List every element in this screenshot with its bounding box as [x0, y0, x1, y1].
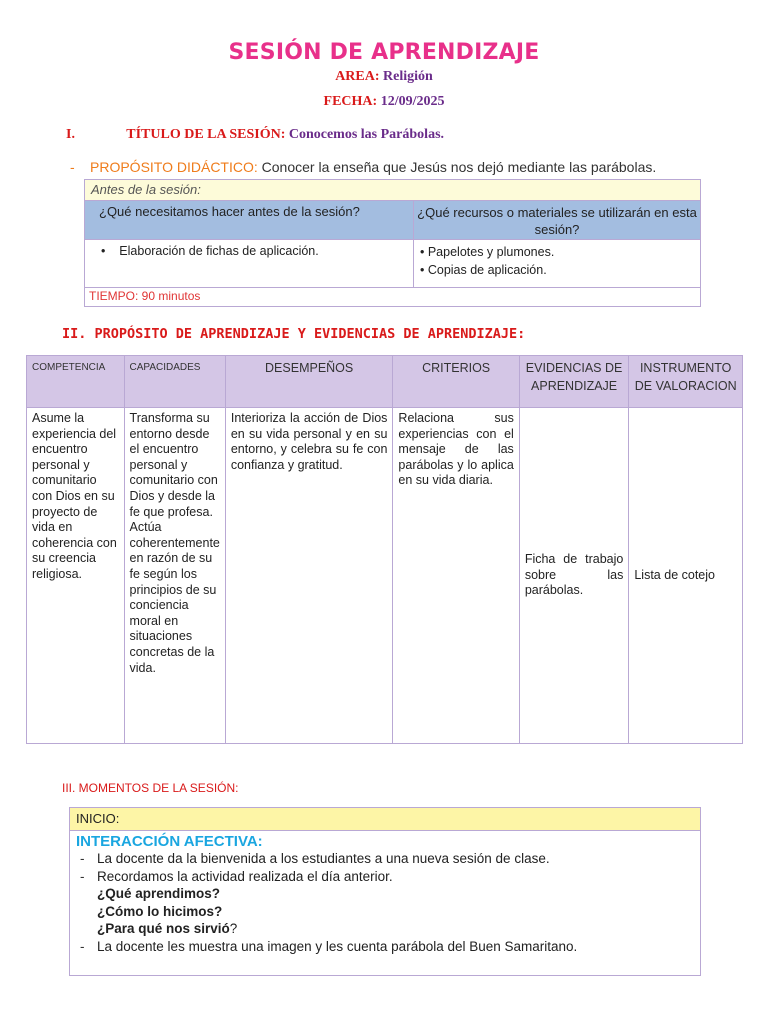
header-criterios: CRITERIOS	[393, 356, 519, 408]
table-header-row	[27, 356, 743, 408]
question-3-mark: ?	[229, 921, 238, 936]
preparation-table	[84, 179, 701, 307]
list-item: • Copias de aplicación.	[420, 263, 547, 277]
page-title: SESIÓN DE APRENDIZAJE	[228, 40, 540, 65]
purpose-line	[70, 159, 656, 175]
bullet-icon: •	[101, 244, 106, 258]
preparation-col2-cell	[414, 240, 700, 287]
section-3-heading: III. MOMENTOS DE LA SESIÓN:	[62, 781, 239, 795]
session-time: TIEMPO: 90 minutos	[89, 289, 201, 303]
list-item	[70, 868, 700, 886]
table-row	[27, 408, 743, 744]
section-1-label: TÍTULO DE LA SESIÓN:	[126, 127, 286, 142]
learning-table	[26, 355, 743, 744]
dash-icon: -	[80, 868, 85, 884]
cell-capacidades: Transforma su entorno desde el encuentro personal y comunitario con Dios y desde la fe que profesa. Actúa coherentemente en razón de su fe según los principios de su conciencia moral en situaciones concretas de la vida.	[124, 408, 225, 744]
preparation-col1-header: ¿Qué necesitamos hacer antes de la sesión?	[85, 201, 414, 239]
preparation-caption: Antes de la sesión:	[85, 180, 700, 201]
inicio-label: INICIO:	[70, 808, 700, 831]
list-item: Elaboración de fichas de aplicación.	[119, 244, 319, 258]
fecha-value: 12/09/2025	[380, 94, 445, 109]
area-line	[0, 69, 768, 85]
preparation-col1-cell	[85, 240, 414, 287]
preparation-col2-header: ¿Qué recursos o materiales se utilizarán en esta sesión?	[417, 205, 697, 237]
cell-criterios: Relaciona sus experiencias con el mensaje de las parábolas y lo aplica en su vida diaria.	[393, 408, 519, 744]
moment-text: La docente da la bienvenida a los estudiantes a una nueva sesión de clase.	[97, 851, 550, 866]
cell-competencia: Asume la experiencia del encuentro personal y comunitario con Dios en su proyecto de vida en coherencia con su creencia religiosa.	[27, 408, 125, 744]
list-item: • Papelotes y plumones.	[420, 245, 555, 259]
moment-text: La docente les muestra una imagen y les cuenta parábola del Buen Samaritano.	[97, 938, 578, 954]
question-2: ¿Cómo lo hicimos?	[97, 903, 223, 919]
question-3	[70, 920, 700, 938]
cell-desempenos: Interioriza la acción de Dios en su vida personal y en su entorno, y celebra su fe con confianza y gratitud.	[225, 408, 393, 744]
dash-icon: -	[80, 851, 85, 866]
area-value: Religión	[383, 69, 433, 84]
question-1: ¿Qué aprendimos?	[97, 886, 221, 901]
header-competencia: COMPETENCIA	[27, 356, 125, 408]
preparation-header-row	[85, 201, 700, 240]
purpose-label: PROPÓSITO DIDÁCTICO:	[90, 159, 258, 175]
question-3-text: ¿Para qué nos sirvió	[97, 921, 230, 936]
header-capacidades: CAPACIDADES	[124, 356, 225, 408]
purpose-dash: -	[70, 159, 75, 175]
section-2-heading: II. PROPÓSITO DE APRENDIZAJE Y EVIDENCIAS DE APRENDIZAJE:	[62, 326, 526, 342]
moment-text: Recordamos la actividad realizada el día anterior.	[97, 868, 393, 884]
moments-box	[69, 807, 701, 976]
list-item	[70, 938, 700, 956]
dash-icon: -	[80, 938, 85, 954]
session-title: Conocemos las Parábolas.	[288, 127, 445, 142]
list-item	[70, 850, 700, 868]
purpose-text: Conocer la enseña que Jesús nos dejó mediante las parábolas.	[261, 159, 657, 175]
section-1-heading	[66, 127, 444, 143]
fecha-label: FECHA:	[323, 94, 378, 109]
section-1-number: I.	[66, 127, 75, 142]
fecha-line	[0, 94, 768, 110]
header-desempenos: DESEMPEÑOS	[225, 356, 393, 408]
cell-instrumento: Lista de cotejo	[629, 408, 743, 744]
header-evidencias: EVIDENCIAS DE APRENDIZAJE	[519, 356, 629, 408]
preparation-content-row	[85, 240, 700, 288]
interaction-heading: INTERACCIÓN AFECTIVA:	[76, 833, 263, 850]
header-instrumento: INSTRUMENTO DE VALORACION	[629, 356, 743, 408]
cell-evidencias: Ficha de trabajo sobre las parábolas.	[519, 408, 629, 744]
area-label: AREA:	[335, 69, 380, 84]
